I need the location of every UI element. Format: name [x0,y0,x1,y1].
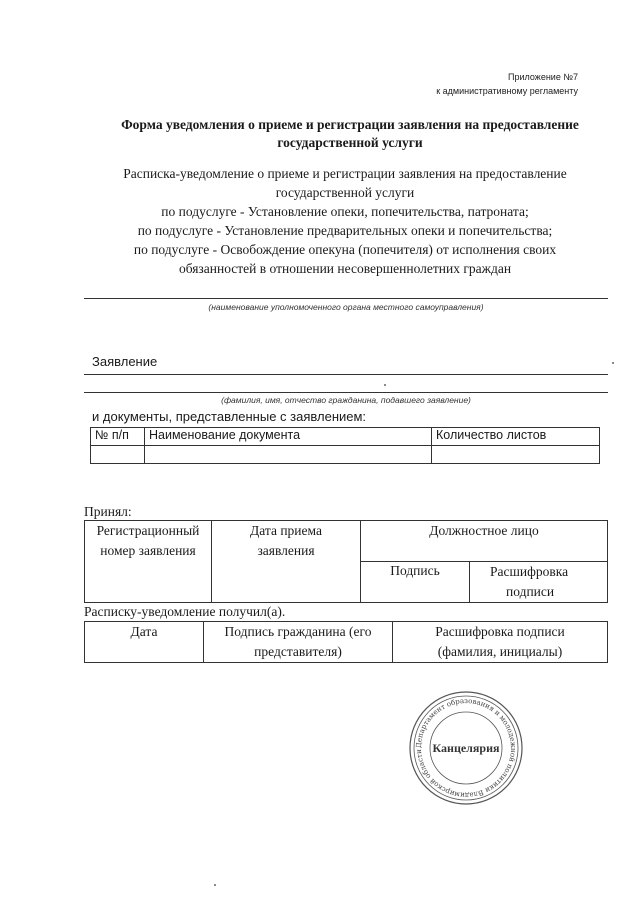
applicant-caption: (фамилия, имя, отчество гражданина, подавшего заявление) [221,395,471,405]
receipt-table [84,621,608,663]
description-line: по подуслуге - Установление опеки, попечительства, патроната; [161,204,529,219]
stamp-center-text: Канцелярия [432,741,500,755]
receipt-decode-header-line: Расшифровка подписи [435,624,565,639]
decode-header-line: Расшифровка [490,564,569,579]
scan-speck [384,384,386,386]
reg-number-header [85,521,212,603]
description-line: государственной услуги [275,185,415,200]
receipt-date-header: Дата [85,622,204,663]
receipt-decode-header-line: (фамилия, инициалы) [437,644,563,659]
description-line: по подуслуге - Установление предварительных опеки и попечительства; [137,223,553,238]
authority-caption: (наименование уполномоченного органа местного самоуправления) [208,302,484,312]
stamp-ring-text: Департамент образования и молодежной политики Владимирской области [414,696,518,800]
description-line: по подуслуге - Освобождение опекуна (попечителя) от исполнения своих [133,242,557,257]
office-stamp [408,690,524,806]
appendix-line-2: к административному регламенту [436,86,578,96]
receipt-decode-header [393,622,608,663]
accepted-table [84,520,608,603]
receipt-description [60,164,630,278]
stamp-seal-icon [408,690,524,806]
authority-line [84,298,608,299]
reg-number-header-line: Регистрационный [96,523,200,538]
decode-header-line: подписи [506,584,555,599]
accepted-label: Принял: [84,504,132,519]
decode-header [470,562,608,603]
table-header-cell: № п/п [91,428,145,446]
form-title-line-1: Форма уведомления о приеме и регистрации заявления на предоставление [121,117,579,132]
documents-table [90,427,600,464]
table-row [91,446,600,464]
appendix-label [436,70,578,98]
scan-speck [214,884,216,886]
table-header-cell: Наименование документа [145,428,432,446]
description-line: Расписка-уведомление о приеме и регистрации заявления на предоставление [123,166,567,181]
accept-date-header [212,521,361,603]
table-header-cell: Количество листов [432,428,600,446]
accept-date-header-line: заявления [257,543,315,558]
citizen-signature-header [204,622,393,663]
form-title-line-2: государственной услуги [277,135,423,150]
table-cell[interactable] [145,446,432,464]
applicant-line-1 [84,374,608,375]
citizen-signature-header-line: представителя) [254,644,342,659]
table-cell[interactable] [432,446,600,464]
reg-number-header-line: номер заявления [100,543,196,558]
description-line: обязанностей в отношении несовершеннолетних граждан [178,261,512,276]
appendix-line-1: Приложение №7 [508,72,578,82]
official-header: Должностное лицо [361,521,608,562]
table-cell[interactable] [91,446,145,464]
accept-date-header-line: Дата приема [250,523,322,538]
receipt-label: Расписку-уведомление получил(а). [84,604,286,619]
signature-header: Подпись [361,562,470,603]
citizen-signature-header-line: Подпись гражданина (его [224,624,372,639]
scan-speck [612,362,614,364]
applicant-line-2 [84,392,608,393]
documents-intro: и документы, представленные с заявлением: [92,409,367,424]
table-header-row [91,428,600,446]
form-title [70,116,630,152]
application-label: Заявление [92,354,158,369]
